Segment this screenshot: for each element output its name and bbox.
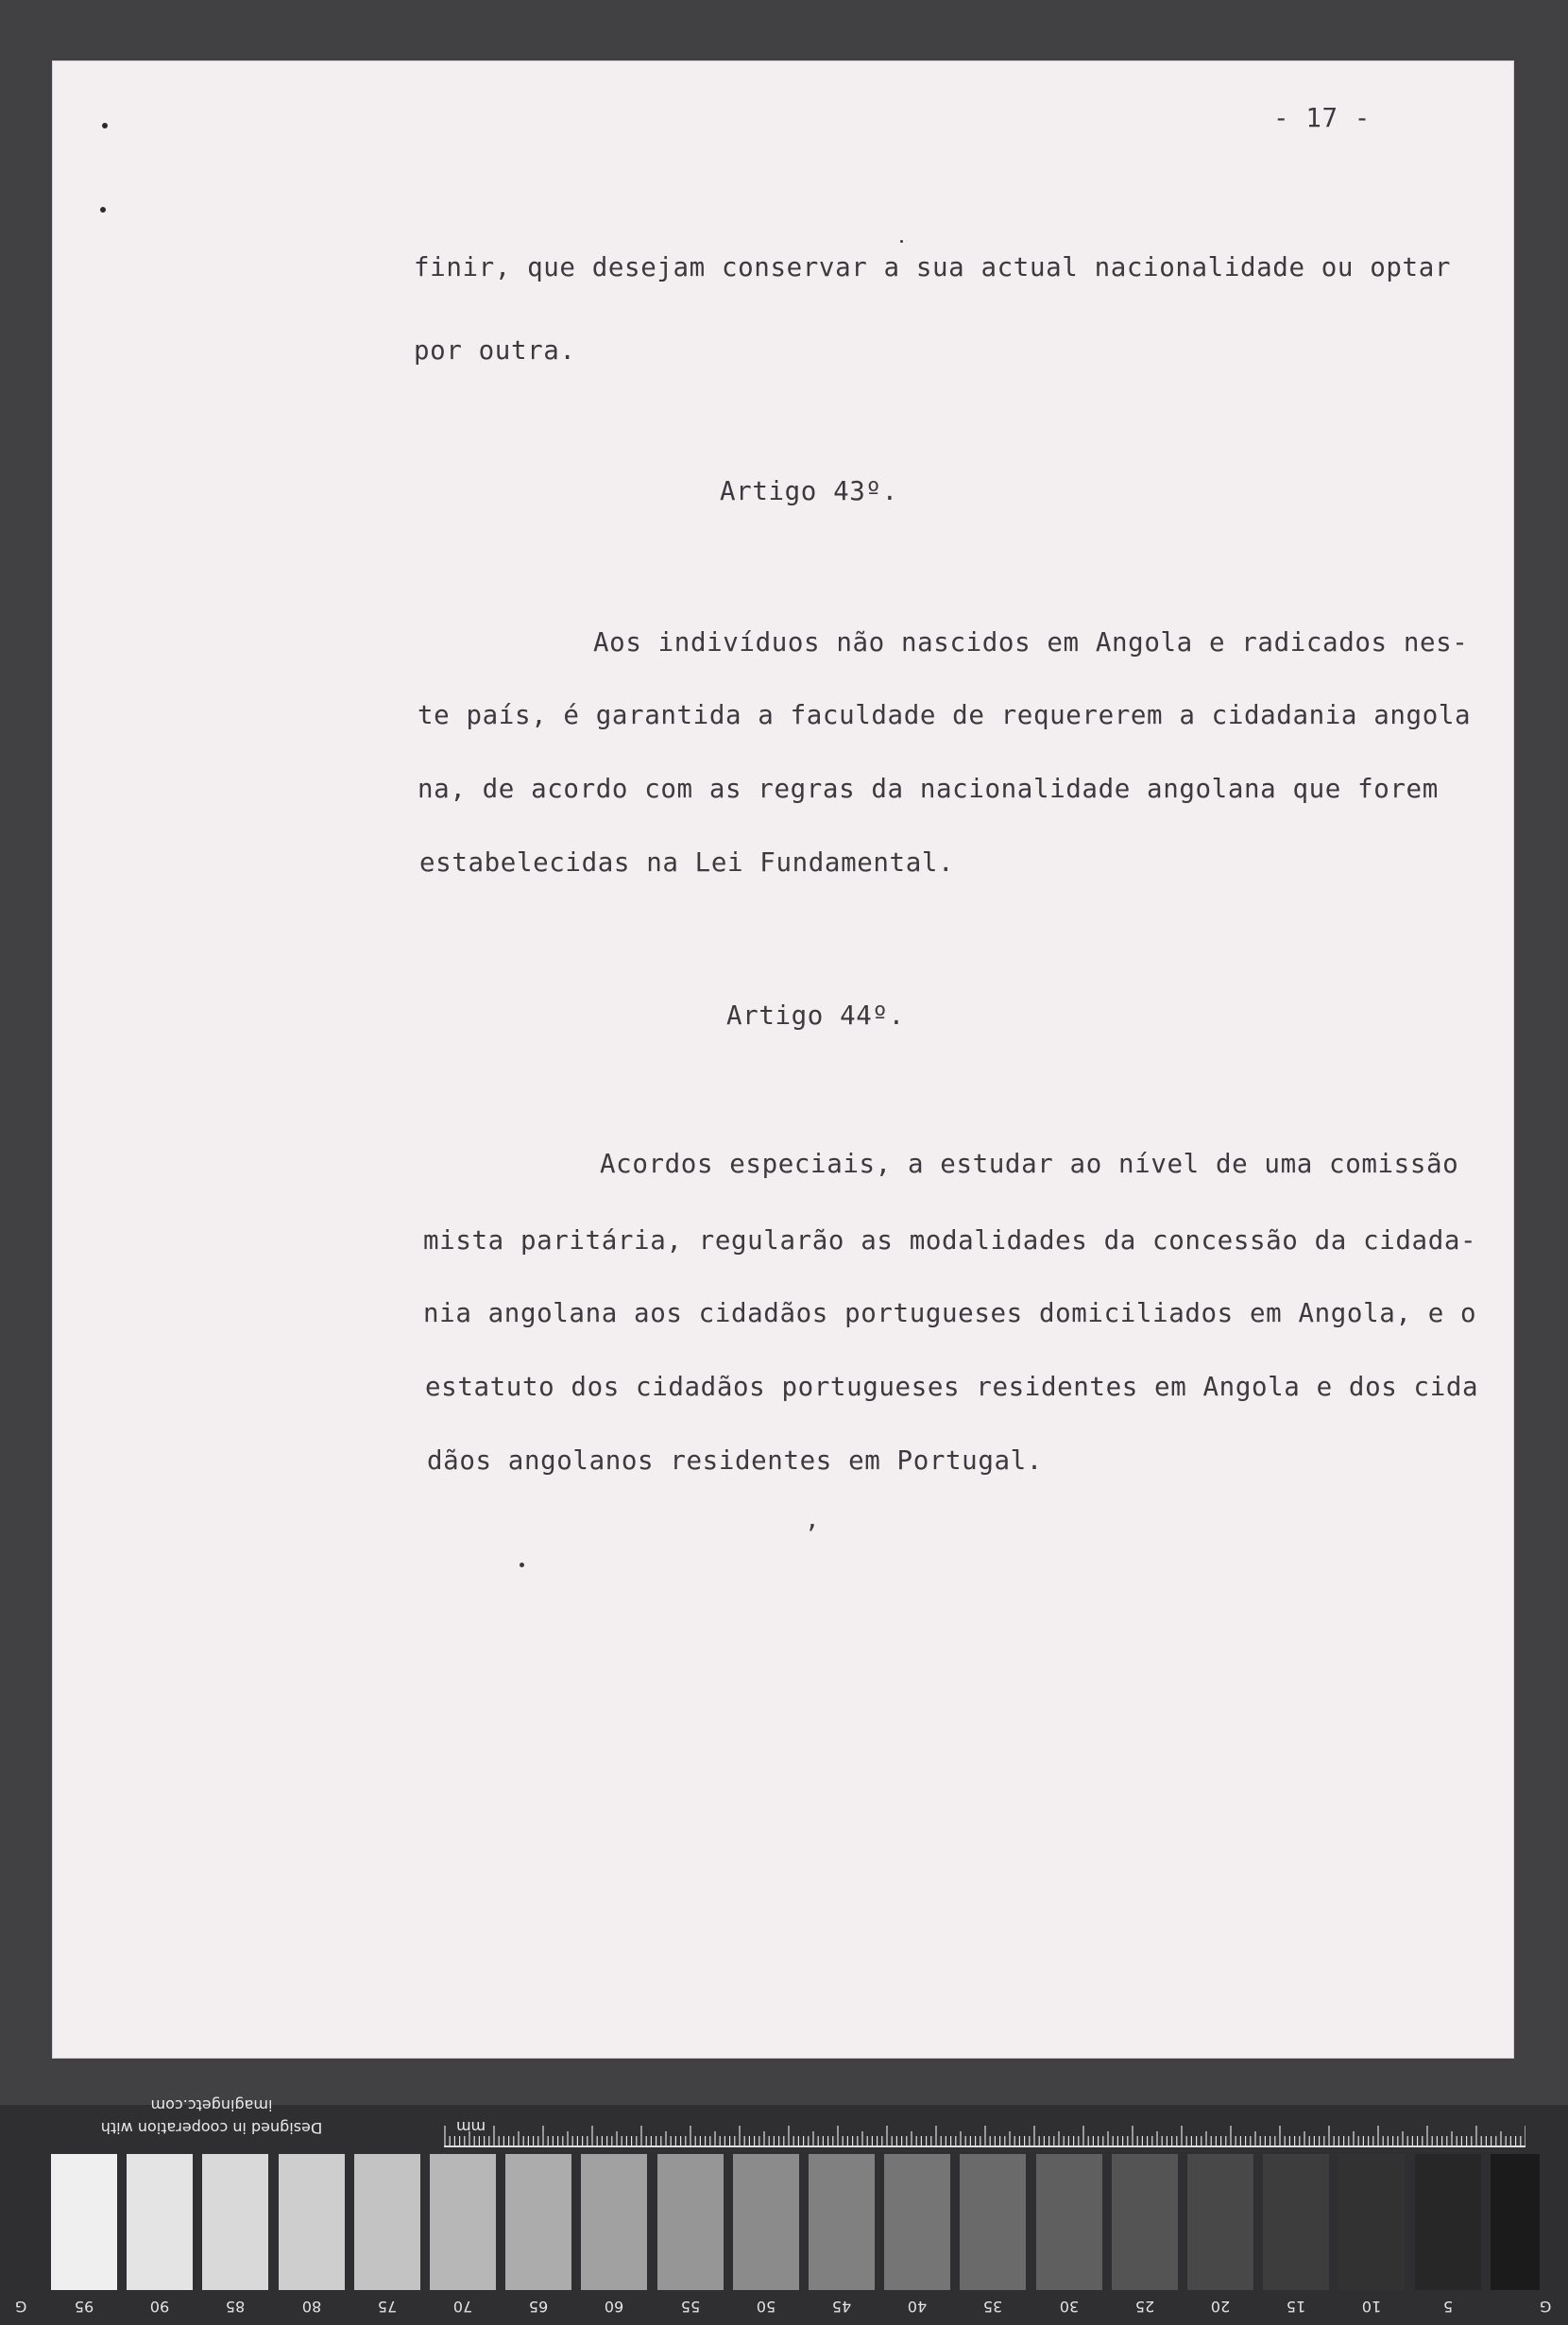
gray-patch-label: 85: [226, 2298, 246, 2316]
gray-patch-label: 35: [983, 2298, 1003, 2316]
gray-patch: [279, 2154, 345, 2290]
gray-patch-label: 70: [452, 2298, 473, 2316]
gray-patch: [1415, 2154, 1481, 2290]
strip-end-label-left: G: [15, 2298, 27, 2316]
gray-patch-label: 50: [756, 2298, 775, 2316]
gray-patch: [430, 2154, 496, 2290]
gray-patch-label: 45: [831, 2298, 852, 2316]
gray-patch-label: 65: [529, 2298, 549, 2316]
gray-patch-label: 10: [1362, 2298, 1382, 2316]
text-line-9: nia angolana aos cidadãos portugueses domiciliados em Angola, e o: [423, 1298, 1477, 1328]
gray-patch-label: 95: [74, 2298, 94, 2316]
text-line-7: Acordos especiais, a estudar ao nível de uma comissão: [600, 1149, 1459, 1179]
gray-patch: [733, 2154, 799, 2290]
gray-patch-label: 5: [1442, 2298, 1453, 2316]
gray-patch-label: 80: [301, 2298, 321, 2316]
gray-patch: [657, 2154, 724, 2290]
gray-patch: [1187, 2154, 1253, 2290]
gray-patch-label: 30: [1059, 2298, 1079, 2316]
text-line-10: estatuto dos cidadãos portugueses residentes em Angola e dos cida: [425, 1372, 1479, 1402]
staple-hole-top: [102, 123, 108, 128]
gray-patch-label: 55: [680, 2298, 700, 2316]
ruler-unit-label: mm: [456, 2118, 486, 2136]
gray-patch: [1112, 2154, 1178, 2290]
gray-patch: [1263, 2154, 1329, 2290]
gray-patch: [202, 2154, 268, 2290]
gray-patch-label: 60: [605, 2298, 624, 2316]
gray-patch: [809, 2154, 875, 2290]
gray-patch: [1491, 2154, 1540, 2290]
color-calibration-strip: [0, 2096, 1568, 2325]
staple-hole-bottom: [100, 207, 106, 213]
article-44-heading: Artigo 44º.: [726, 1000, 905, 1031]
gray-patch: [354, 2154, 420, 2290]
text-line-4: te país, é garantida a faculdade de requererem a cidadania angola: [418, 700, 1472, 730]
gray-patch-label: 90: [150, 2298, 170, 2316]
gray-patch: [505, 2154, 571, 2290]
text-line-11: dãos angolanos residentes em Portugal.: [427, 1445, 1043, 1476]
gray-patch-label: 20: [1210, 2298, 1231, 2316]
strip-end-label-right: G: [1540, 2298, 1552, 2316]
gray-patch: [960, 2154, 1026, 2290]
text-line-2: por outra.: [414, 335, 576, 366]
gray-patch: [127, 2154, 193, 2290]
text-line-8: mista paritária, regularão as modalidades da concessão da cidada-: [423, 1225, 1477, 1256]
stray-dot-mark: [520, 1563, 524, 1567]
gray-patch-label: 40: [908, 2298, 928, 2316]
gray-patch: [581, 2154, 647, 2290]
page-number: - 17 -: [1273, 103, 1371, 133]
article-43-heading: Artigo 43º.: [720, 476, 898, 506]
gray-patch: [1036, 2154, 1102, 2290]
gray-patch: [884, 2154, 950, 2290]
gray-patch-label: 75: [377, 2298, 397, 2316]
text-line-6: estabelecidas na Lei Fundamental.: [419, 847, 955, 878]
text-line-1: finir, que desejam conservar a sua actual nacionalidade ou optar: [414, 252, 1452, 282]
document-page: [52, 60, 1514, 2059]
text-line-3: Aos indivíduos não nascidos em Angola e radicados nes-: [593, 627, 1469, 658]
gray-patch: [51, 2154, 117, 2290]
mm-ruler: [444, 2111, 1525, 2148]
text-line-5: na, de acordo com as regras da nacionalidade angolana que forem: [418, 774, 1439, 804]
gray-patch-label: 15: [1287, 2298, 1306, 2316]
stray-dot-mark-top: [900, 240, 903, 243]
calibration-credit: Designed in cooperation with imagingetc.com: [100, 2096, 323, 2137]
gray-patch: [1338, 2154, 1405, 2290]
stray-comma-mark: ,: [805, 1506, 820, 1534]
gray-patch-label: 25: [1134, 2298, 1154, 2316]
